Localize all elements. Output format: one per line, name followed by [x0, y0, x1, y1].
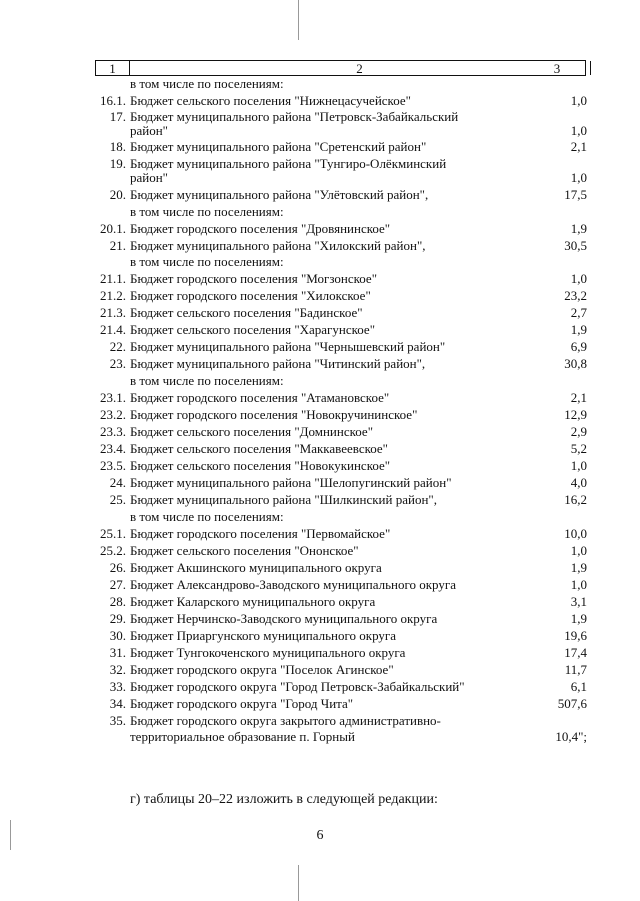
page-number: 6	[316, 828, 324, 843]
instruction-text: г) таблицы 20–22 изложить в следующей редакции:	[130, 792, 438, 807]
row-number: 23.4.	[100, 441, 126, 456]
row-number: 28.	[109, 594, 126, 609]
row-label: Бюджет сельского поселения "Домнинское"	[130, 424, 374, 439]
row-label: Бюджет муниципального района "Улётовский район",	[130, 187, 429, 202]
row-label: Бюджет муниципального района "Петровск-Забайкальский	[130, 109, 459, 124]
row-label: в том числе по поселениям:	[130, 76, 284, 91]
row-value: 4,0	[570, 475, 587, 490]
row-number: 35.	[109, 713, 126, 728]
table-header	[95, 60, 586, 76]
row-label: Бюджет городского поселения "Атамановское"	[130, 390, 390, 405]
row-label: Бюджет сельского поселения "Ононское"	[130, 543, 359, 558]
row-value: 1,0	[570, 123, 587, 138]
scan-mark	[10, 820, 11, 850]
row-number: 22.	[109, 339, 126, 354]
row-label: территориальное образование п. Горный	[130, 729, 355, 744]
row-value: 10,0	[564, 526, 587, 541]
row-value: 17,4	[564, 645, 587, 660]
row-value: 1,0	[570, 271, 587, 286]
header-col-1: 1	[96, 61, 130, 75]
row-label: Бюджет Акшинского муниципального округа	[130, 560, 382, 575]
row-number: 29.	[109, 611, 126, 626]
row-number: 20.	[109, 187, 126, 202]
row-label: Бюджет Каларского муниципального округа	[130, 594, 376, 609]
header-col-3: 3	[553, 61, 561, 76]
row-number: 23.	[109, 356, 126, 371]
row-label: Бюджет Нерчинско-Заводского муниципального округа	[130, 611, 438, 626]
header-col-2: 2	[129, 61, 591, 75]
row-value: 507,6	[557, 696, 587, 711]
row-value: 19,6	[564, 628, 587, 643]
row-value: 23,2	[564, 288, 587, 303]
row-value: 2,1	[570, 139, 587, 154]
row-number: 25.1.	[100, 526, 126, 541]
row-number: 30.	[109, 628, 126, 643]
row-value: 1,9	[570, 221, 587, 236]
row-label: район"	[130, 170, 168, 185]
row-label: в том числе по поселениям:	[130, 373, 284, 388]
row-label: Бюджет муниципального района "Чернышевский район"	[130, 339, 446, 354]
row-label: в том числе по поселениям:	[130, 204, 284, 219]
row-value: 2,7	[570, 305, 587, 320]
row-number: 26.	[109, 560, 126, 575]
row-number: 16.1.	[100, 93, 126, 108]
row-number: 27.	[109, 577, 126, 592]
row-label: Бюджет городского округа закрытого административно-	[130, 713, 441, 728]
row-number: 25.2.	[100, 543, 126, 558]
row-number: 17.	[109, 109, 126, 124]
row-value: 1,0	[570, 577, 587, 592]
row-value: 1,0	[570, 93, 587, 108]
row-label: Бюджет муниципального района "Шилкинский район",	[130, 492, 437, 507]
row-value: 6,1	[570, 679, 587, 694]
row-label: Бюджет муниципального района "Шелопугинский район"	[130, 475, 452, 490]
row-value: 30,8	[564, 356, 587, 371]
row-number: 25.	[109, 492, 126, 507]
row-label: Бюджет городского округа "Поселок Агинское"	[130, 662, 394, 677]
row-label: в том числе по поселениям:	[130, 509, 284, 524]
row-value: 12,9	[564, 407, 587, 422]
row-number: 23.3.	[100, 424, 126, 439]
row-label: Бюджет муниципального района "Хилокский район",	[130, 238, 426, 253]
row-number: 24.	[109, 475, 126, 490]
row-label: Бюджет Александрово-Заводского муниципального округа	[130, 577, 456, 592]
row-label: Бюджет сельского поселения "Бадинское"	[130, 305, 363, 320]
row-label: Бюджет сельского поселения "Харагунское"	[130, 322, 376, 337]
row-value: 1,9	[570, 611, 587, 626]
row-label: Бюджет сельского поселения "Маккавеевское"	[130, 441, 388, 456]
row-label: Бюджет городского поселения "Хилокское"	[130, 288, 371, 303]
row-value: 1,0	[570, 458, 587, 473]
row-label: в том числе по поселениям:	[130, 254, 284, 269]
row-value: 30,5	[564, 238, 587, 253]
row-value: 1,9	[570, 322, 587, 337]
row-number: 21.4.	[100, 322, 126, 337]
row-label: Бюджет Приаргунского муниципального округа	[130, 628, 397, 643]
row-number: 21.3.	[100, 305, 126, 320]
row-value: 3,1	[570, 594, 587, 609]
row-value: 17,5	[564, 187, 587, 202]
row-label: Бюджет городского поселения "Могзонское"	[130, 271, 378, 286]
row-number: 21.2.	[100, 288, 126, 303]
row-number: 19.	[109, 156, 126, 171]
row-value: 6,9	[570, 339, 587, 354]
row-label: Бюджет Тунгокоченского муниципального округа	[130, 645, 406, 660]
scan-mark	[298, 0, 299, 40]
row-label: район"	[130, 123, 168, 138]
row-number: 31.	[109, 645, 126, 660]
row-number: 23.5.	[100, 458, 126, 473]
row-number: 32.	[109, 662, 126, 677]
row-number: 20.1.	[100, 221, 126, 236]
row-number: 21.	[109, 238, 126, 253]
row-label: Бюджет городского поселения "Дровянинское"	[130, 221, 391, 236]
row-number: 33.	[109, 679, 126, 694]
row-value: 1,0	[570, 543, 587, 558]
row-number: 21.1.	[100, 271, 126, 286]
row-label: Бюджет городского округа "Город Петровск-Забайкальский"	[130, 679, 465, 694]
row-label: Бюджет муниципального района "Сретенский район"	[130, 139, 427, 154]
row-label: Бюджет городского поселения "Новокручининское"	[130, 407, 418, 422]
row-label: Бюджет муниципального района "Тунгиро-Олёкминский	[130, 156, 447, 171]
row-label: Бюджет сельского поселения "Нижнецасучейское"	[130, 93, 411, 108]
row-value: 11,7	[564, 662, 587, 677]
row-label: Бюджет городского округа "Город Чита"	[130, 696, 354, 711]
row-number: 18.	[109, 139, 126, 154]
row-number: 34.	[109, 696, 126, 711]
row-value: 2,9	[570, 424, 587, 439]
row-value: 10,4";	[555, 729, 587, 744]
row-number: 23.2.	[100, 407, 126, 422]
row-value: 1,9	[570, 560, 587, 575]
row-number: 23.1.	[100, 390, 126, 405]
row-value: 5,2	[570, 441, 587, 456]
row-label: Бюджет городского поселения "Первомайское"	[130, 526, 391, 541]
row-value: 1,0	[570, 170, 587, 185]
row-value: 2,1	[570, 390, 587, 405]
row-label: Бюджет сельского поселения "Новокукинское"	[130, 458, 391, 473]
scan-mark	[298, 865, 299, 901]
row-value: 16,2	[564, 492, 587, 507]
row-label: Бюджет муниципального района "Читинский район",	[130, 356, 426, 371]
